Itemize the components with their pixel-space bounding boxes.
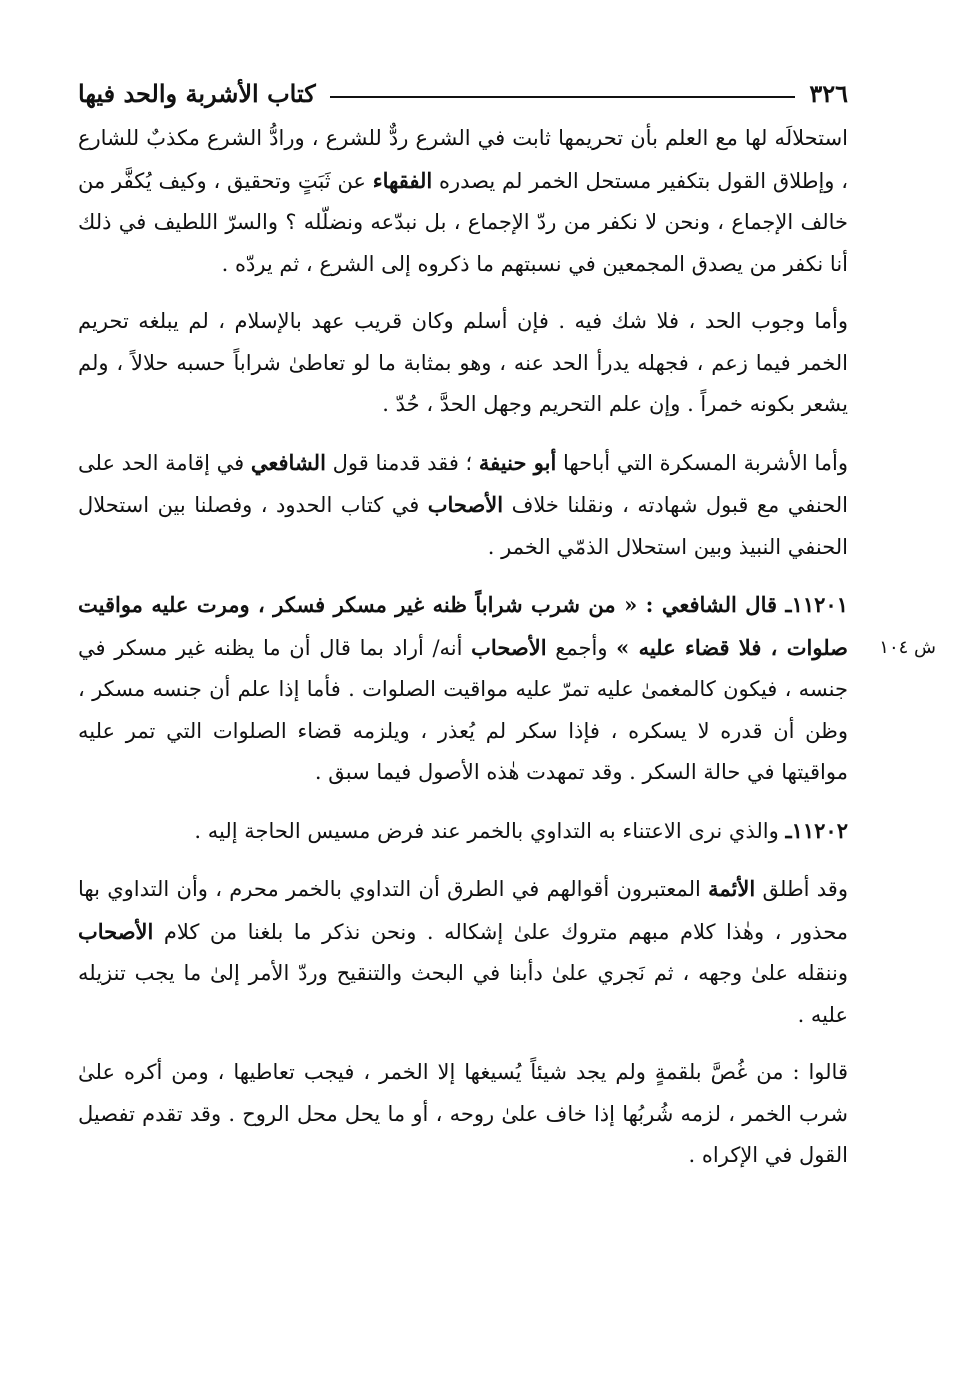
paragraph (78, 868, 848, 1036)
paragraph (78, 442, 848, 569)
page-header (78, 70, 848, 116)
margin-page-reference: ش ١٠٤ (879, 637, 936, 658)
text-run: أنه/ أراد بما قال أن ما يظنه غير مسكر في جنسه ، فيكون كالمغمىٰ عليه تمرّ عليه مواقيت الصلوات . فأما إذا علم أن جنسه مسكر ، وظن أن قدره لا يسكره ، فإذا سكر لم يُعذر ، ويلزمه قضاء الصلوات التي تمر عليه مواقيتها في حالة السكر . وقد تمهدت هٰذه الأصول فيما سبق . (78, 635, 848, 784)
text-run: المعتبرون أقوالهم في الطرق أن التداوي بالخمر محرم ، وأن التداوي بها محذور ، وهٰذا كلام مبهم متروك علىٰ إشكاله . ونحن نذكر ما بلغنا من كلام (78, 877, 848, 944)
paragraph (78, 118, 848, 285)
bold-text-run: الفقهاء (372, 167, 433, 193)
paragraph (78, 1052, 848, 1177)
bold-text-run: الشافعي (250, 449, 326, 475)
text-run: استحلالَه لها مع العلم بأن تحريمها ثابت في الشرع ردٌّ للشرع ، ورادُّ الشرع مكذبٌ للشارع ، وإطلاق القول بتكفير مستحل الخمر لم يصدره (78, 126, 848, 193)
bold-text-run: الأصحاب (471, 634, 547, 660)
text-run: وقد أطلق (755, 877, 848, 901)
document-page (78, 70, 936, 1193)
bold-text-run: الأصحاب (78, 918, 154, 944)
book-title: كتاب الأشربة والحد فيها (78, 78, 316, 108)
bold-text-run: الأئمة (708, 876, 756, 901)
text-run: ؛ فقد قدمنا قول (325, 450, 479, 475)
paragraph (78, 810, 848, 853)
bold-text-run: الأصحاب (427, 492, 504, 517)
bold-text-run: أبو حنيفة (478, 449, 557, 475)
text-run: عن ثَبَتٍ وتحقيق ، وكيف يُكفَّر من خالف الإجماع ، ونحن لا نكفر من ردّ الإجماع ، بل نبدّعه ونضلّله ؟ والسرّ اللطيف في ذلك أنا نكفر من يصدق المجمعين في نسبتهم ما ذكروه إلى الشرع ، ثم يردّه . (78, 168, 848, 276)
text-run: وأجمع (546, 635, 617, 660)
bold-text-run: ١١٢٠٢ـ (785, 817, 848, 843)
page-number: ٣٢٦ (809, 78, 848, 108)
document-body (78, 118, 936, 1177)
text-run: في كتاب الحدود ، وفصلنا بين استحلال الحنفي النبيذ وبين استحلال الذمّي الخمر . (78, 493, 848, 559)
text-run: في إقامة الحد على الحنفي مع قبول شهادته ، ونقلنا خلاف (78, 450, 848, 517)
paragraph (78, 301, 848, 426)
paragraph (78, 584, 936, 794)
text-run: وننقله علىٰ وجهه ، ثم نَجري علىٰ دأبنا في البحث والتنقيح وردّ الأمر إلىٰ ما يجب تنزيله عليه . (78, 961, 848, 1027)
text-run: قالوا : من غُصَّ بلقمةٍ ولم يجد شيئاً يُسيغها إلا الخمر ، فيجب تعاطيها ، ومن أكره علىٰ شرب الخمر ، لزمه شُربُها إذا خاف علىٰ روحه ، أو ما يحل محل الروح . وقد تقدم تفصيل القول في الإكراه . (78, 1060, 848, 1167)
bold-text-run: ١١٢٠١ـ قال الشافعي : « من شرب شراباً ظنه غير مسكر فسكر ، ومرت عليه مواقيت صلوات ، فلا قضاء عليه » (78, 592, 848, 660)
text-run: والذي نرى الاعتناء به التداوي بالخمر عند فرض مسيس الحاجة إليه . (194, 818, 786, 843)
text-run: وأما الأشربة المسكرة التي أباحها (556, 450, 848, 475)
header-rule (330, 96, 796, 98)
text-run: وأما وجوب الحد ، فلا شك فيه . فإن أسلم وكان قريب عهد بالإسلام ، لم يبلغه تحريم الخمر فيما زعم ، فجهله يدرأ الحد عنه ، وهو بمثابة ما لو تعاطىٰ شراباً حسبه حلالاً ، ولم يشعر بكونه خمراً . وإن علم التحريم وجهل الحدَّ ، حُدّ . (78, 309, 849, 416)
